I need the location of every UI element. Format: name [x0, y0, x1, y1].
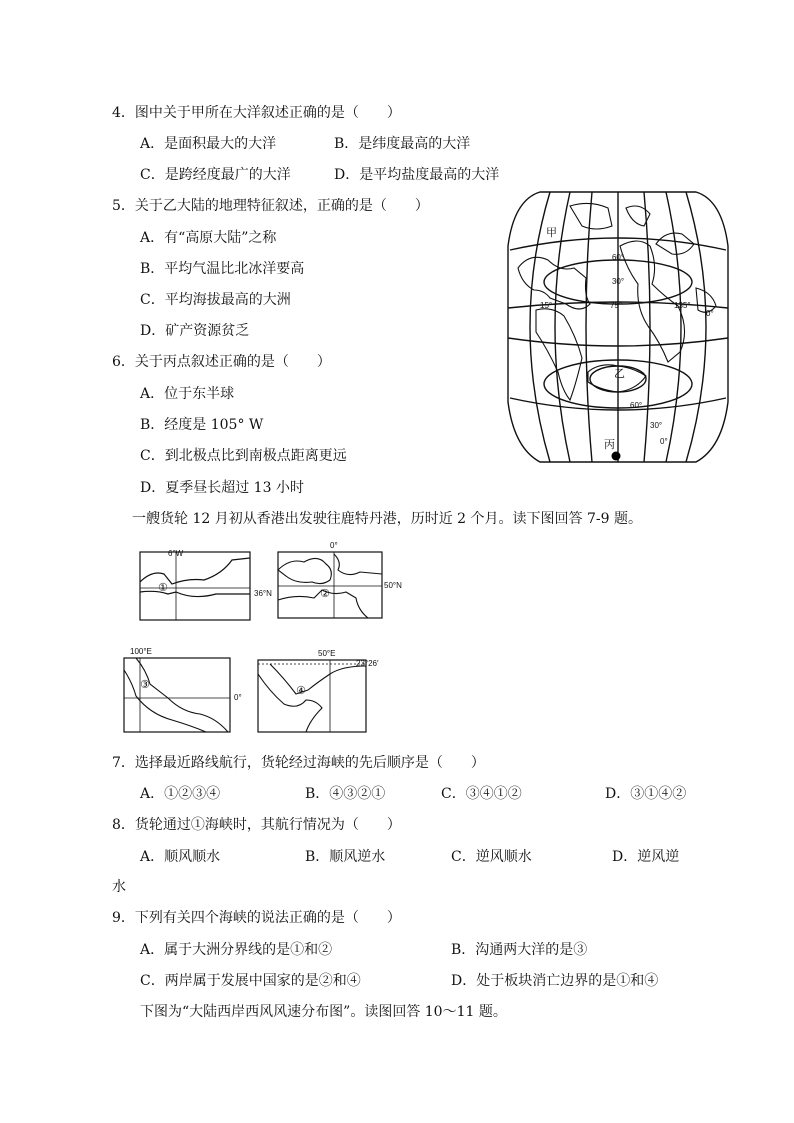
globe-map-figure [500, 186, 736, 468]
question-9-option-b[interactable]: B．沟通两大洋的是③ [451, 942, 588, 958]
map1-right-label: 36°N [254, 589, 272, 598]
globe-bing-label: 丙 [604, 439, 615, 451]
map1-strait-mark: ① [158, 582, 168, 594]
question-4-option-d[interactable]: D．是平均盐度最高的大洋 [334, 167, 500, 183]
globe-lon-75-label: 75° [610, 301, 623, 310]
intro-10-11: 下图为“大陆西岸西风风速分布图”。读图回答 10～11 题。 [140, 1004, 507, 1020]
map4-right-label: 23°26′ [356, 659, 379, 668]
strait-map-4 [250, 644, 400, 736]
question-7-option-d[interactable]: D．③①④② [605, 786, 687, 802]
globe-yi-label: 乙 [614, 368, 625, 380]
question-5-stem: 5．关于乙大陆的地理特征叙述，正确的是（ ） [112, 198, 429, 214]
map3-right-label: 0° [234, 693, 242, 702]
strait-map-1 [132, 540, 282, 624]
question-4-stem: 4．图中关于甲所在大洋叙述正确的是（ ） [112, 105, 401, 121]
question-6-option-c[interactable]: C．到北极点比到南极点距离更远 [140, 448, 347, 464]
question-6-stem: 6．关于丙点叙述正确的是（ ） [112, 354, 331, 370]
question-6-option-b[interactable]: B．经度是 105° W [140, 417, 264, 433]
question-4-option-c[interactable]: C．是跨经度最广的大洋 [140, 167, 291, 183]
globe-lat-60n-label: 60° [611, 253, 625, 262]
map2-right-label: 50°N [384, 581, 402, 590]
strait-map-3 [116, 644, 266, 736]
question-6-option-d[interactable]: D．夏季昼长超过 13 小时 [140, 480, 304, 496]
question-8-option-c[interactable]: C．逆风顺水 [451, 849, 532, 865]
question-9-option-d[interactable]: D．处于板块消亡边界的是①和④ [451, 973, 659, 989]
question-4-option-b[interactable]: B．是纬度最高的大洋 [334, 136, 471, 152]
question-7-option-b[interactable]: B．④③②① [305, 786, 386, 802]
question-8-option-d-wrap: 水 [112, 879, 126, 895]
question-5-option-d[interactable]: D．矿产资源贫乏 [140, 323, 250, 339]
globe-lat-60s-label: 60° [630, 401, 643, 410]
question-5-option-a[interactable]: A．有“高原大陆”之称 [140, 230, 277, 246]
question-5-option-b[interactable]: B．平均气温比北冰洋要高 [140, 261, 305, 277]
question-5-option-c[interactable]: C．平均海拔最高的大洲 [140, 292, 291, 308]
question-8-option-d[interactable]: D．逆风逆 [612, 849, 680, 865]
map3-strait-mark: ③ [140, 679, 150, 691]
globe-jia-label: 甲 [546, 227, 557, 239]
map4-top-label: 50°E [318, 649, 336, 658]
globe-lat-30s-label: 30° [650, 421, 663, 430]
question-8-stem: 8．货轮通过①海峡时，其航行情况为（ ） [112, 817, 401, 833]
question-7-option-c[interactable]: C．③④①② [441, 786, 522, 802]
question-6-option-a[interactable]: A．位于东半球 [140, 386, 235, 402]
map1-top-label: 6°W [168, 549, 184, 558]
question-8-option-a[interactable]: A．顺风顺水 [140, 849, 221, 865]
map2-top-label: 0° [330, 541, 338, 550]
globe-lat-0s-label: 0° [660, 437, 668, 446]
question-9-option-c[interactable]: C．两岸属于发展中国家的是②和④ [140, 973, 361, 989]
question-9-option-a[interactable]: A．属于大洲分界线的是①和② [140, 942, 333, 958]
globe-lon-15-label: 15° [540, 301, 553, 310]
globe-lon-135-label: 135° [674, 301, 691, 310]
question-7-option-a[interactable]: A．①②③④ [140, 786, 221, 802]
intro-7-9: 一艘货轮 12 月初从香港出发驶往鹿特丹港，历时近 2 个月。读下图回答 7-9 题。 [132, 511, 642, 527]
question-9-stem: 9．下列有关四个海峡的说法正确的是（ ） [112, 910, 401, 926]
globe-lon-0-label: 0° [706, 309, 714, 318]
map4-strait-mark: ④ [296, 685, 306, 697]
question-7-stem: 7．选择最近路线航行，货轮经过海峡的先后顺序是（ ） [112, 755, 485, 771]
map3-top-label: 100°E [130, 647, 152, 656]
globe-lat-30n-label: 30° [611, 277, 625, 286]
question-4-option-a[interactable]: A．是面积最大的大洋 [140, 136, 277, 152]
question-8-option-b[interactable]: B．顺风逆水 [305, 849, 386, 865]
strait-map-2 [268, 540, 418, 624]
map2-strait-mark: ② [320, 588, 330, 600]
